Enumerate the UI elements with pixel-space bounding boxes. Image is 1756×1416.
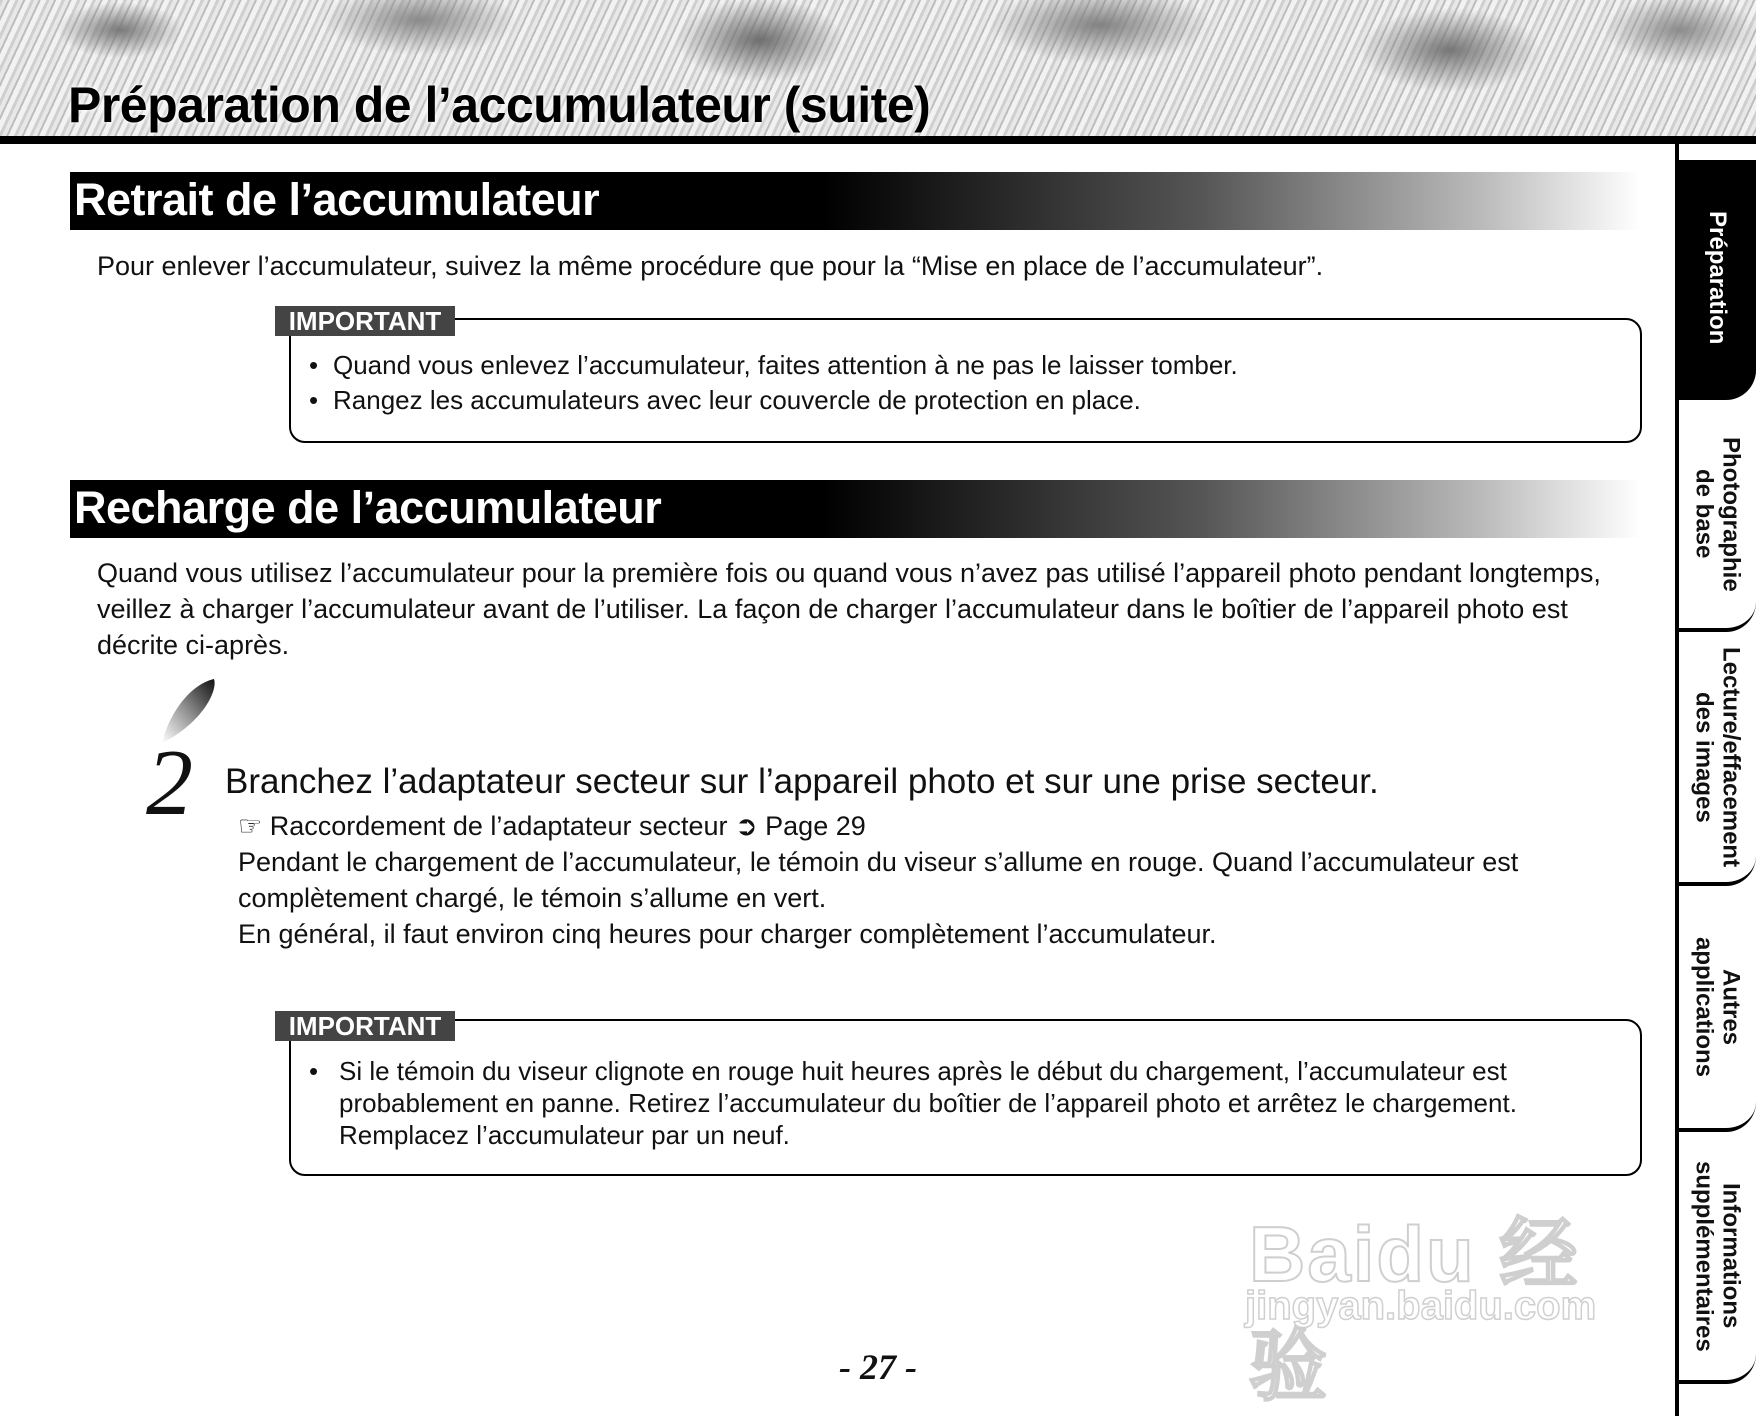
baidu-watermark <box>1245 1150 1655 1410</box>
page-title: Préparation de l’accumulateur (suite) <box>68 77 931 133</box>
section-banner-retrait <box>70 172 1640 230</box>
tab-photographie-de-base[interactable] <box>1679 400 1756 632</box>
tab-lecture-effacement[interactable] <box>1679 632 1756 886</box>
important-label-recharge: IMPORTANT <box>275 1011 455 1041</box>
pointing-hand-icon: ☞ <box>238 811 263 841</box>
tab-autres-applications[interactable] <box>1679 886 1756 1132</box>
important-list-recharge <box>299 1055 1619 1151</box>
list-item: • Si le témoin du viseur clignote en rouge huit heures après le début du chargement, l’accumulateur est probablement en panne. Retirez l’accumulateur du boîtier de l’appareil photo et arrêtez le chargement. Remplacez l’accumulateur par un neuf. <box>299 1055 1619 1151</box>
recharge-intro-text: Quand vous utilisez l’accumulateur pour la première fois ou quand vous n’avez pas utilisé l’appareil photo pendant longtemps, veillez à charger l’accumulateur avant de l’utiliser. La façon de charger l’accumulateur dans le boîtier de l’appareil photo est décrite ci-après. <box>97 558 1601 660</box>
important-list-retrait <box>299 348 1640 418</box>
important-label-retrait: IMPORTANT <box>275 306 455 336</box>
tab-label: Lecture/effacement des images <box>1690 646 1745 868</box>
tab-label: Préparation <box>1704 211 1731 345</box>
section-banner-recharge <box>70 480 1640 538</box>
list-item: • Rangez les accumulateurs avec leur couvercle de protection en place. <box>299 383 1640 418</box>
retrait-intro-text: Pour enlever l’accumulateur, suivez la même procédure que pour la “Mise en place de l’accumulateur”. <box>97 251 1324 281</box>
reference-page[interactable]: Page 29 <box>765 811 866 841</box>
step-body <box>238 844 1638 952</box>
watermark-main-text: Baidu 经验 <box>1249 1210 1580 1410</box>
reference-link-text[interactable]: Raccordement de l’adaptateur secteur <box>269 811 728 841</box>
step-reference <box>238 808 866 844</box>
header-rule <box>0 136 1756 144</box>
tab-label: Autres applications <box>1690 936 1745 1078</box>
tab-preparation[interactable] <box>1679 160 1756 400</box>
list-item: • Quand vous enlevez l’accumulateur, faites attention à ne pas le laisser tomber. <box>299 348 1640 383</box>
tab-label: Photographie de base <box>1690 436 1745 592</box>
step-title: Branchez l’adaptateur secteur sur l’appareil photo et sur une prise secteur. <box>225 762 1379 801</box>
watermark-sub-text: jingyan.baidu.com <box>1245 1284 1597 1328</box>
page-number: - 27 - <box>839 1347 917 1387</box>
section-heading-retrait: Retrait de l’accumulateur <box>74 174 600 225</box>
tab-label: Informations supplémentaires <box>1690 1160 1745 1352</box>
page-arrow-icon: ➲ <box>735 811 758 841</box>
step-body-line: Pendant le chargement de l’accumulateur, le témoin du viseur s’allume en rouge. Quand l’accumulateur est complètement chargé, le témoin s’allume en vert. <box>238 847 1519 913</box>
step-number: 2 <box>146 731 193 835</box>
important-box-retrait <box>289 318 1642 443</box>
step-body-line: En général, il faut environ cinq heures pour charger complètement l’accumulateur. <box>238 919 1217 949</box>
section-heading-recharge: Recharge de l’accumulateur <box>74 482 662 533</box>
